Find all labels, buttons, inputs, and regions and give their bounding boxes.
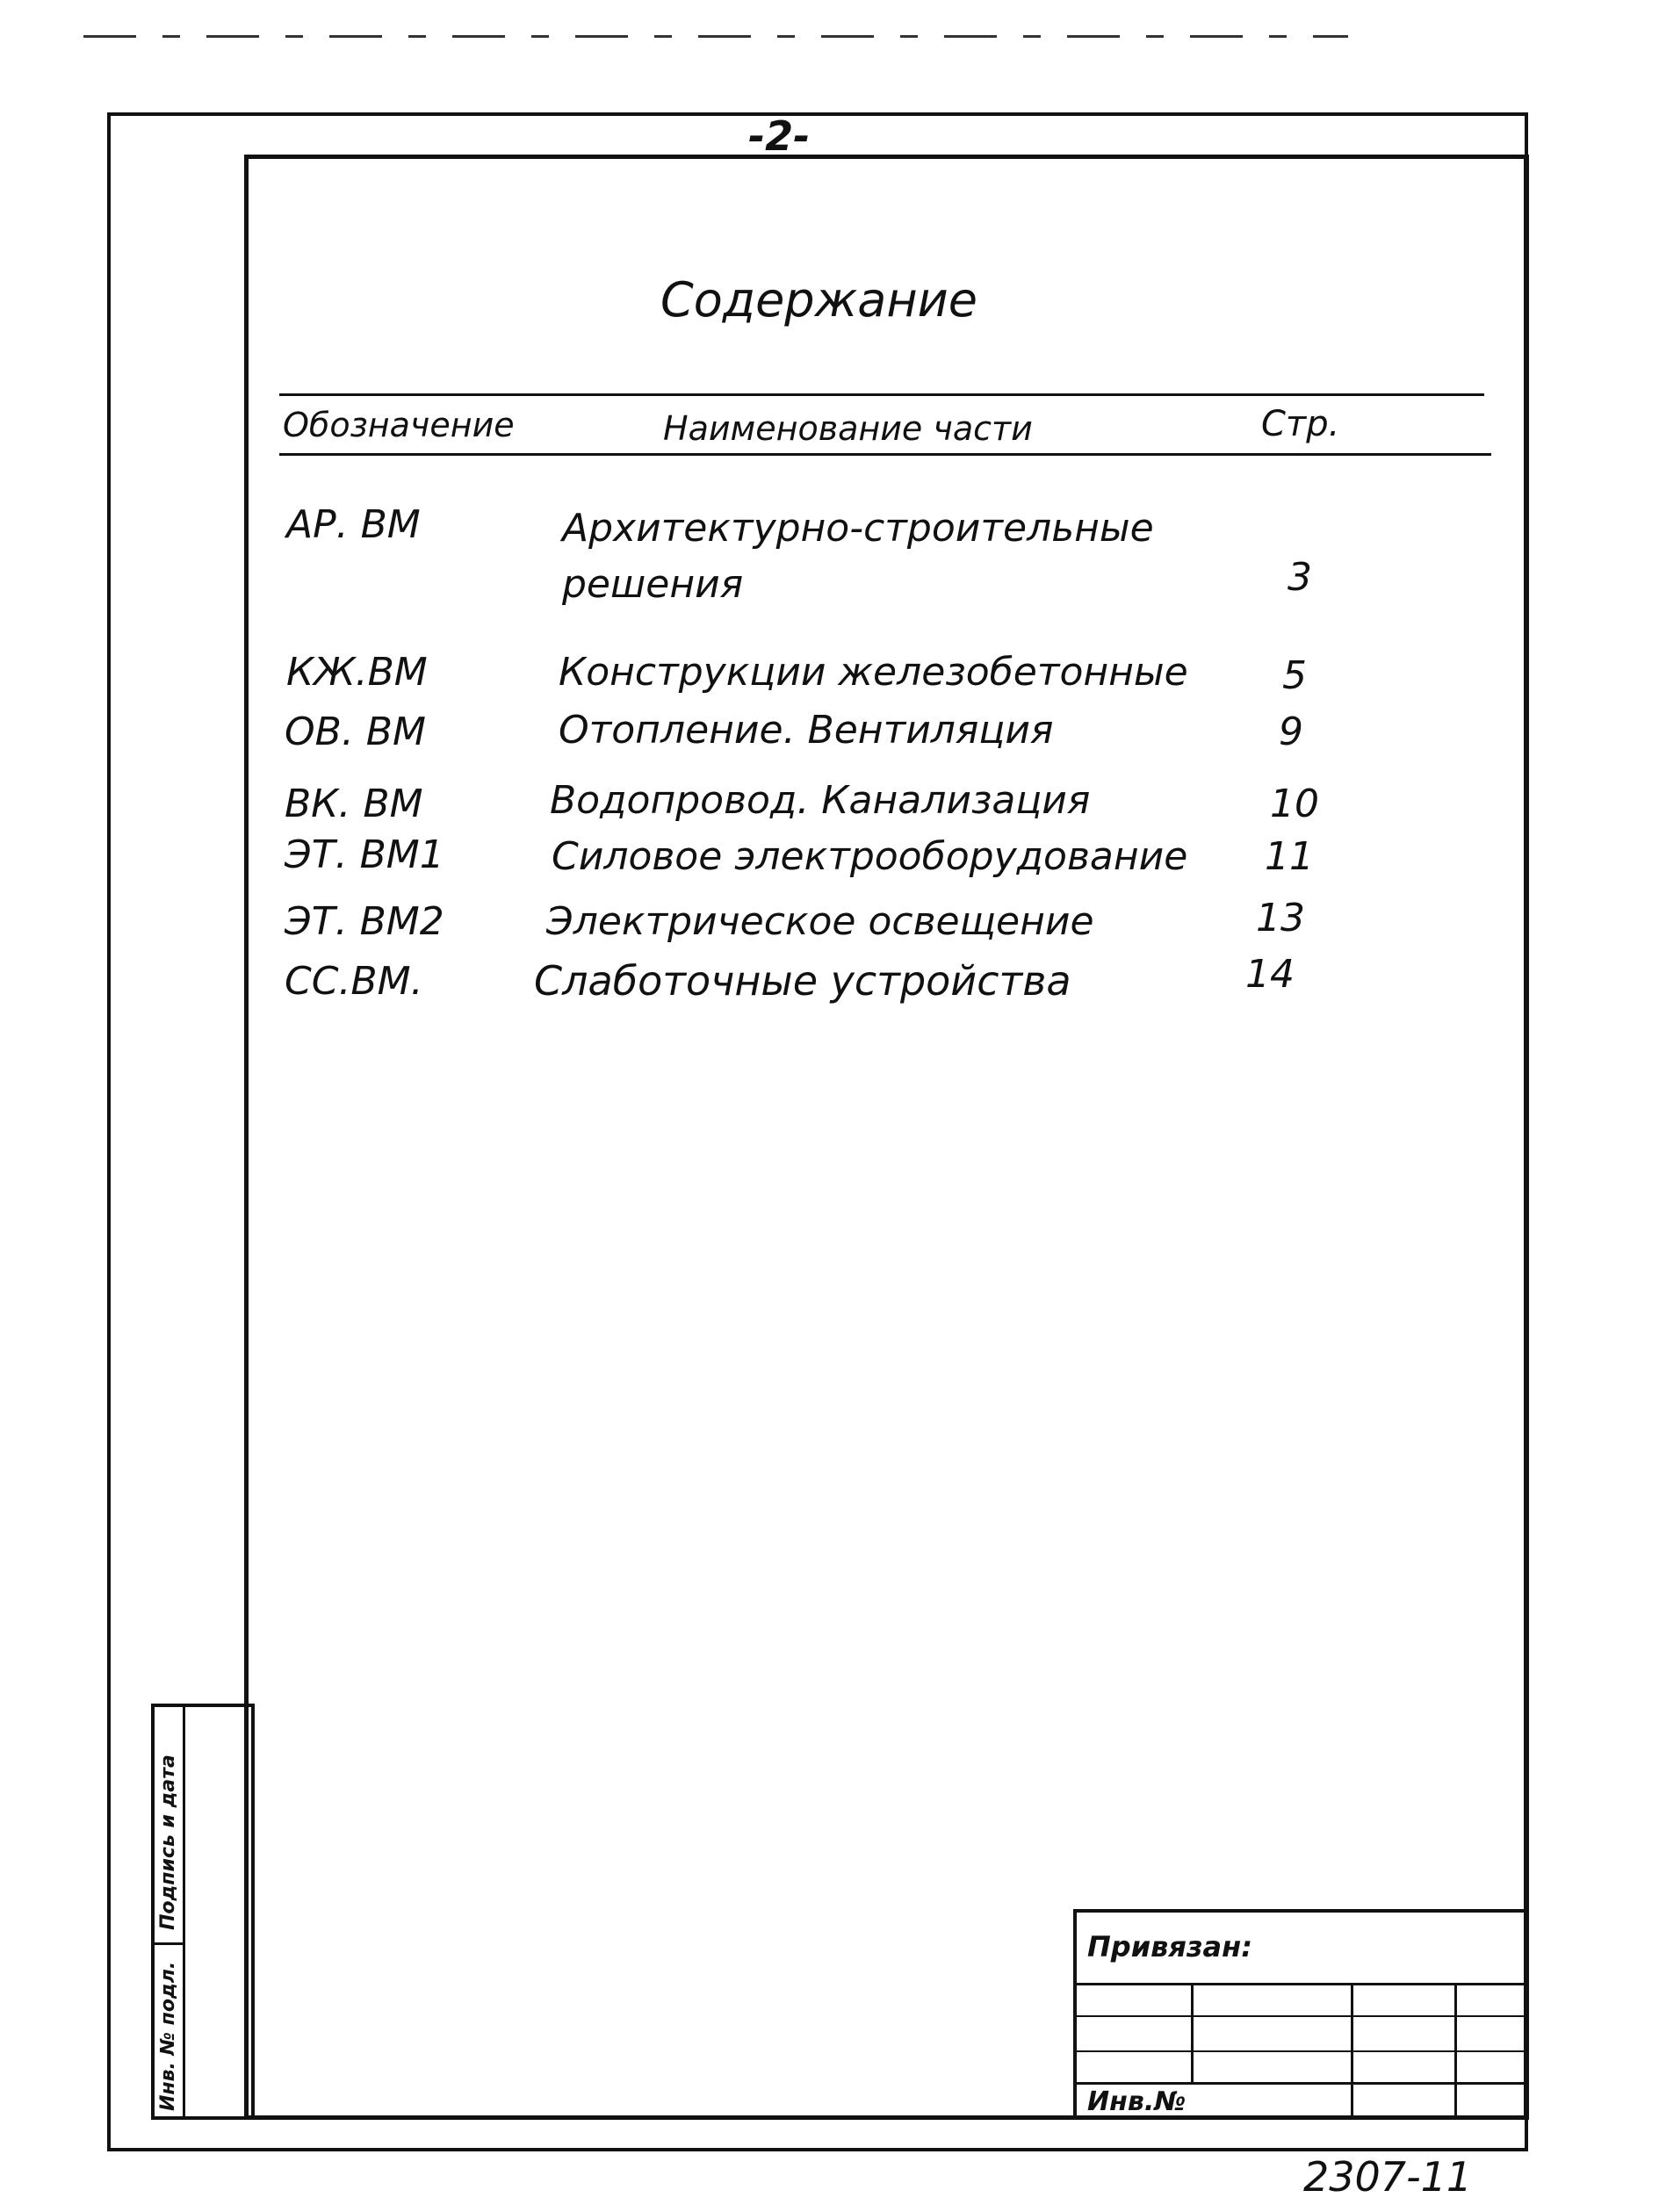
col-header-page: Стр. — [1261, 404, 1340, 444]
stamp-tied-label: Привязан: — [1087, 1930, 1252, 1963]
row-name: Слаботочные устройства — [534, 957, 1071, 1005]
row-name: Водопровод. Канализация — [550, 778, 1091, 823]
row-name: Электрическое освещение — [546, 899, 1094, 944]
page-number: -2- — [748, 112, 811, 160]
row-name: Конструкции железобетонные — [559, 650, 1188, 695]
scan-edge-line — [83, 35, 1348, 38]
row-designation: ОВ. ВМ — [285, 710, 426, 754]
side-stamp-signature-date: Подпись и дата — [157, 1754, 179, 1930]
row-name-continued: решения — [562, 562, 744, 607]
row-name: Отопление. Вентиляция — [559, 708, 1054, 753]
table-header-top-rule — [279, 393, 1484, 396]
row-designation: СС.ВМ. — [285, 959, 423, 1004]
col-header-name: Наименование части — [663, 409, 1033, 448]
row-page: 5 — [1282, 653, 1307, 698]
row-designation: АР. ВМ — [286, 502, 421, 547]
row-designation: ЭТ. ВМ2 — [285, 899, 444, 944]
inner-frame — [244, 155, 1529, 2120]
row-page: 14 — [1245, 952, 1295, 997]
row-page: 10 — [1270, 782, 1319, 826]
stamp-inv-no-label: Инв.№ — [1087, 2086, 1187, 2117]
row-name: Силовое электрооборудование — [552, 834, 1188, 879]
row-page: 9 — [1279, 710, 1303, 754]
row-designation: КЖ.ВМ — [286, 650, 428, 695]
row-page: 3 — [1288, 555, 1312, 600]
side-stamp-inv-no-orig: Инв. № подл. — [157, 1961, 179, 2111]
side-stamp — [151, 1704, 255, 2120]
tie-in-stamp — [1073, 1909, 1529, 2120]
row-page: 13 — [1256, 896, 1305, 940]
row-designation: ВК. ВМ — [285, 782, 423, 826]
col-header-designation: Обозначение — [283, 406, 515, 444]
page-title: Содержание — [660, 272, 977, 328]
row-page: 11 — [1265, 834, 1314, 879]
row-designation: ЭТ. ВМ1 — [285, 832, 444, 877]
document-number: 2307-11 — [1303, 2153, 1473, 2201]
table-header-bottom-rule — [279, 453, 1491, 456]
row-name: Архитектурно-строительные — [562, 506, 1154, 551]
